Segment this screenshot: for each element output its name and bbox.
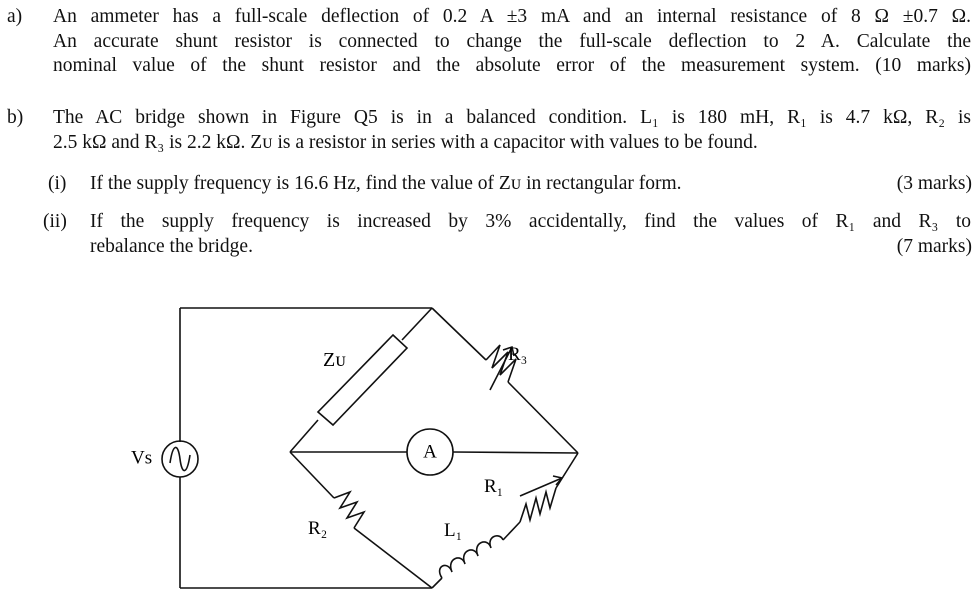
wire-l1-r1 <box>503 522 520 540</box>
part-ii-line-2: rebalance the bridge. <box>90 235 253 257</box>
part-i-text: If the supply frequency is 16.6 Hz, find the value of Zᴜ in rectangular form. <box>90 173 682 194</box>
r2-label: R₂ <box>308 518 328 539</box>
wire-r2-lower <box>354 528 432 588</box>
source-label: Vs <box>131 447 153 469</box>
r1-label: R₁ <box>484 476 504 497</box>
part-ii-line-1: If the supply frequency is increased by 3% accidentally, find the values of R₁ and R₃ to <box>90 211 971 232</box>
wire-l1-lower <box>432 578 442 588</box>
question-a-label: a) <box>7 6 23 27</box>
wire-r1-upper <box>556 453 578 488</box>
l1-inductor <box>440 536 503 578</box>
r3-label: R₃ <box>508 344 528 365</box>
part-ii-label: (ii) <box>43 211 67 232</box>
wire-r3-upper <box>432 308 486 360</box>
sine-wave-icon <box>170 447 190 470</box>
question-a-line-3: nominal value of the shunt resistor and the absolute error of the measurement system. (10 marks) <box>53 55 971 76</box>
question-a-line-1: An ammeter has a full-scale deflection of 0.2 A ±3 mA and an internal resistance of 8 Ω ±0.7 Ω. <box>53 6 971 27</box>
wire-zu-lower <box>290 420 318 452</box>
r2-resistor <box>334 492 364 528</box>
ammeter-label: A <box>423 441 437 463</box>
question-b-label: b) <box>7 107 24 128</box>
question-a-line-2: An accurate shunt resistor is connected to change the full-scale deflection to 2 A. Calculate the <box>53 30 971 52</box>
wire-zu-upper <box>402 308 432 340</box>
part-i-marks: (3 marks) <box>896 173 972 194</box>
wire-r3-lower <box>508 382 578 453</box>
question-b-line-1: The AC bridge shown in Figure Q5 is in a balanced condition. L₁ is 180 mH, R₁ is 4.7 kΩ, R₂ is <box>53 107 971 128</box>
wire-ammeter-right <box>453 452 578 453</box>
part-i-label: (i) <box>48 173 67 194</box>
zu-label: Zᴜ <box>323 349 346 371</box>
l1-label: L₁ <box>444 520 463 541</box>
part-ii-marks: (7 marks) <box>896 235 972 257</box>
question-b-line-2: 2.5 kΩ and R₃ is 2.2 kΩ. Zᴜ is a resistor in series with a capacitor with values to be found. <box>53 131 758 153</box>
wire-r2-upper <box>290 452 334 498</box>
